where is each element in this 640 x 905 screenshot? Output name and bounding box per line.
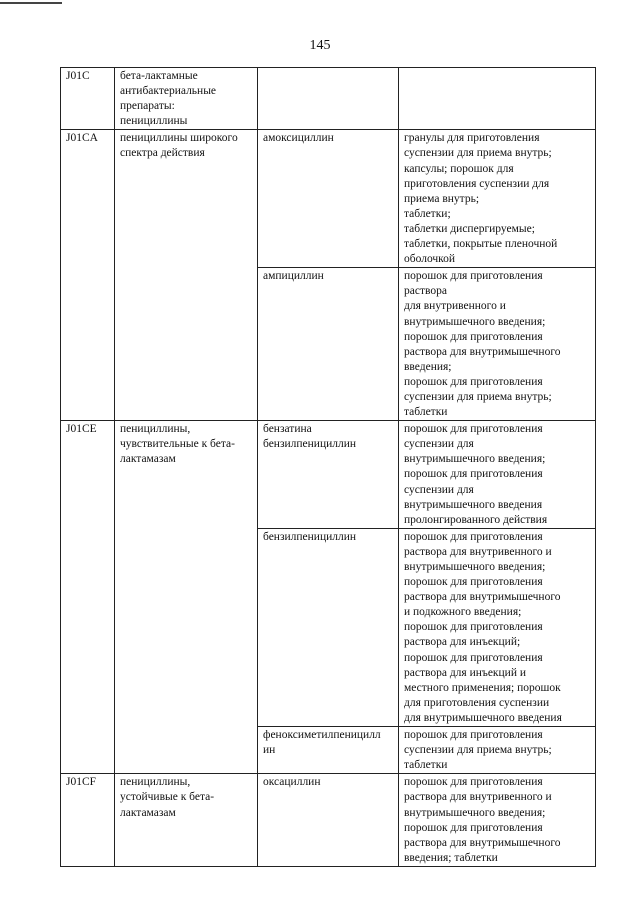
dosage-forms: порошок для приготовления суспензии для внутримышечного введения; порошок для приготовления суспензии для внутримышечного введения пролонгированного действия	[404, 423, 548, 526]
table-row	[61, 68, 596, 130]
dosage-forms: порошок для приготовления раствора для внутривенного и внутримышечного введения; порошок для приготовления раствора для внутримышечного введения; таблетки	[404, 776, 561, 864]
drug-cell	[258, 727, 399, 774]
forms-cell	[399, 421, 596, 529]
group-cell	[115, 68, 258, 130]
drug-cell	[258, 68, 399, 130]
group-name: пенициллины широкого спектра действия	[120, 132, 238, 160]
table-row	[61, 130, 596, 268]
drug-name: амоксициллин	[263, 132, 334, 145]
dosage-forms: гранулы для приготовления суспензии для приема внутрь; капсулы; порошок для приготовления суспензии для приема внутрь; таблетки; таблетки диспергируемые; таблетки, покрытые пленочной оболочкой	[404, 132, 558, 266]
atc-code-cell	[61, 421, 115, 774]
drug-cell	[258, 130, 399, 268]
atc-code: J01CE	[66, 423, 97, 436]
atc-code: J01C	[66, 70, 90, 82]
atc-code: J01CF	[66, 776, 97, 789]
drug-name: бензатина бензилпенициллин	[263, 423, 357, 451]
drug-table	[60, 67, 596, 867]
group-cell	[115, 421, 258, 774]
group-name: пенициллины, чувствительные к бета- лактамазам	[120, 423, 235, 466]
dosage-forms: порошок для приготовления суспензии для приема внутрь; таблетки	[404, 729, 552, 772]
page-number: 145	[309, 38, 331, 53]
drug-name: бензилпенициллин	[263, 530, 357, 543]
atc-code: J01CA	[66, 132, 98, 145]
drug-cell	[258, 421, 399, 529]
group-name: пенициллины, устойчивые к бета- лактамазам	[120, 776, 215, 819]
drug-cell	[258, 774, 399, 867]
forms-cell	[399, 727, 596, 774]
drug-name: оксациллин	[263, 776, 321, 789]
group-cell	[115, 130, 258, 421]
group-cell	[115, 774, 258, 867]
forms-cell	[399, 130, 596, 268]
table-row	[61, 421, 596, 529]
atc-code-cell	[61, 130, 115, 421]
forms-cell	[399, 774, 596, 867]
forms-cell	[399, 268, 596, 421]
dosage-forms: порошок для приготовления раствора для внутривенного и внутримышечного введения; порошок для приготовления раствора для внутримышечного введения; порошок для приготовления суспензии для приема внутрь; таблетки	[404, 270, 561, 419]
atc-code-cell	[61, 774, 115, 867]
drug-cell	[258, 268, 399, 421]
table-row	[61, 774, 596, 867]
drug-name: ампициллин	[263, 270, 324, 283]
forms-cell	[399, 68, 596, 130]
dosage-forms: порошок для приготовления раствора для внутривенного и внутримышечного введения; порошок для приготовления раствора для внутримышечного и подкожного введения; порошок для приготовления раствора для инъекций; порошок для приготовления раствора для инъекций и местного применения; порошок для приготовления суспензии для внутримышечного введения	[404, 530, 562, 724]
drug-name: феноксиметилпеницилл ин	[263, 729, 381, 757]
top-rule	[0, 2, 62, 4]
drug-cell	[258, 528, 399, 726]
forms-cell	[399, 528, 596, 726]
group-name: бета-лактамные антибактериальные препараты: пенициллины	[120, 70, 217, 128]
atc-code-cell	[61, 68, 115, 130]
